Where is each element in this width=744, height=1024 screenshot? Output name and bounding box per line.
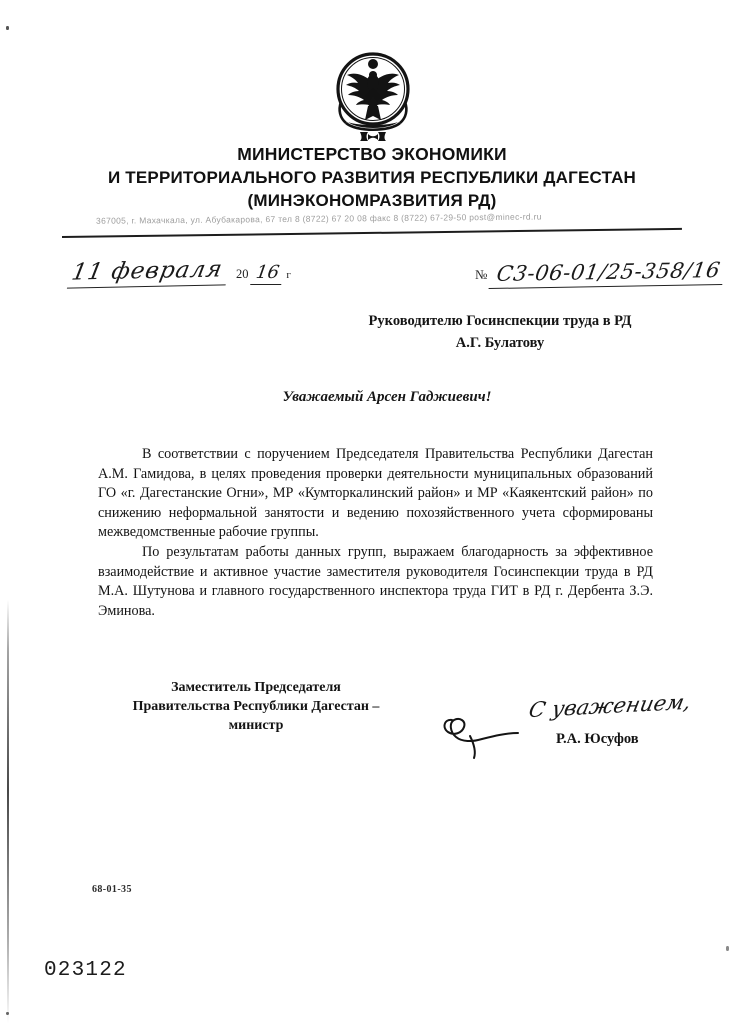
scan-speck (6, 26, 9, 30)
scan-edge-artifact (7, 600, 9, 1024)
letterhead-divider (62, 228, 682, 238)
addressee-block (330, 310, 670, 354)
letterhead-contact-line: 367005, г. Махачкала, ул. Абубакарова, 67 тел 8 (8722) 67 20 08 факс 8 (8722) 67-29-50 post@minec-rd.ru (95, 211, 542, 226)
letterhead-line-2: И ТЕРРИТОРИАЛЬНОГО РАЗВИТИЯ РЕСПУБЛИКИ ДАГЕСТАН (107, 168, 637, 187)
document-code: 68-01-35 (92, 884, 132, 895)
outgoing-number-field (475, 260, 724, 287)
salutation: Уважаемый Арсен Гаджиевич! (282, 389, 492, 405)
addressee-line-1: Руководителю Госинспекции труда в РД (368, 313, 632, 329)
letterhead-line-3: (МИНЭКОНОМРАЗВИТИЯ РД) (247, 191, 497, 210)
addressee-line-2: А.Г. Булатову (455, 335, 545, 351)
signer-title-line-1: Заместитель Председателя (171, 680, 341, 695)
letter-body (98, 445, 653, 621)
signer-title-line-3: министр (228, 718, 284, 733)
date-year-handwritten: 16 (250, 262, 285, 285)
date-year-suffix: г (286, 269, 291, 281)
number-handwritten: С3-06-01/25-358/16 (489, 258, 727, 289)
regards-handwritten: С уважением, (526, 689, 694, 723)
number-label: № (475, 267, 488, 282)
scan-code: 023122 (44, 959, 127, 982)
signer-name: Р.А. Юсуфов (556, 731, 639, 747)
body-paragraph-2: По результатам работы данных групп, выражаем благодарность за эффективное взаимодействие и активное участие заместителя руководителя Госинспекции труда в РД М.А. Шутунова и главного государственного инспектора труда ГИТ в РД г. Дербента З.Э. Эминова. (98, 543, 653, 619)
scan-speck (726, 946, 729, 951)
coat-of-arms-icon (332, 44, 414, 142)
date-year-prefix: 20 (236, 267, 249, 281)
letterhead-line-1: МИНИСТЕРСТВО ЭКОНОМИКИ (237, 144, 507, 164)
signer-title-line-2: Правительства Республики Дагестан – (132, 699, 380, 714)
date-handwritten: 11 февраля (67, 256, 231, 288)
date-field (70, 258, 291, 287)
signer-title (96, 678, 416, 735)
letterhead-title (0, 143, 744, 212)
scan-speck (6, 1012, 9, 1015)
body-paragraph-1: В соответствии с поручением Председателя Правительства Республики Дагестан А.М. Гамидова, в целях проведения проверки деятельности муниципальных образований ГО «г. Дагестанские Огни», МР «Кумторкалинский район» и МР «Каякентский район» по снижению неформальной занятости и ведению похозяйственного учета сформированы межведомственные рабочие группы. (98, 446, 653, 541)
